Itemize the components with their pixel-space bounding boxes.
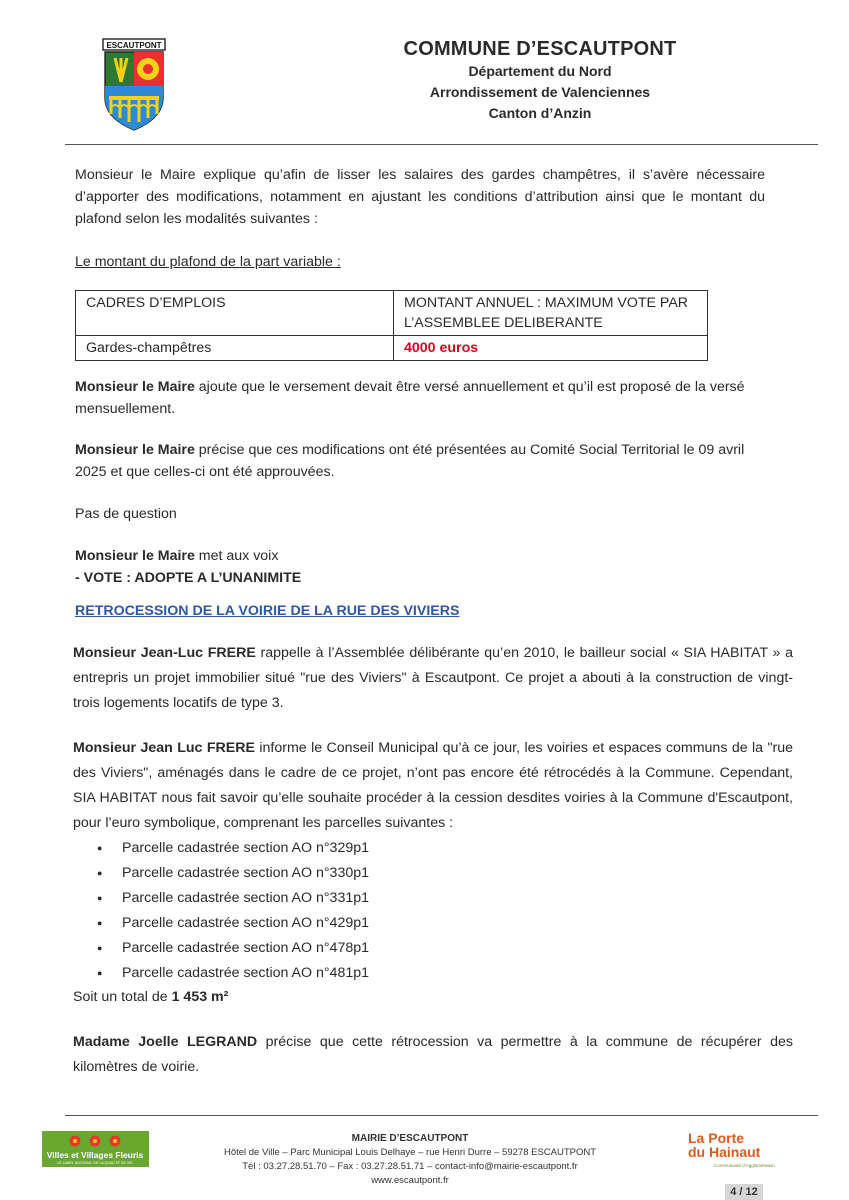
villes-villages-fleuris-logo <box>42 1131 149 1167</box>
porte-line1: La Porte <box>688 1130 745 1146</box>
total-value: 1 453 m² <box>171 989 229 1005</box>
page-number: 4 / 12 <box>725 1184 763 1200</box>
versement-paragraph <box>75 376 765 420</box>
table-row <box>76 336 708 361</box>
crest-label: ESCAUTPONT <box>106 41 162 50</box>
plafond-heading: Le montant du plafond de la part variable : <box>75 254 341 270</box>
villes-sublabel: LE LABEL NATIONAL DE LA QUALITÉ DE VIE <box>57 1161 133 1165</box>
table-header-cadres: CADRES D’EMPLOIS <box>76 291 394 336</box>
speaker-name: Madame Joelle LEGRAND <box>73 1034 258 1050</box>
speaker-name: Monsieur le Maire <box>75 548 195 564</box>
parcelles-list <box>73 836 369 986</box>
plafond-table <box>75 290 708 361</box>
footer-address: Hôtel de Ville – Parc Municipal Louis Delhaye – rue Henri Durre – 59278 ESCAUTPONT <box>223 1147 597 1158</box>
header-divider <box>65 144 818 145</box>
paragraph-text: précise que cette rétrocession va permettre à la commune de récupérer des kilomètres de voirie. <box>73 1034 793 1075</box>
department-line: Département du Nord <box>468 63 612 79</box>
porte-du-hainaut-logo <box>686 1129 786 1174</box>
list-item: ● Parcelle cadastrée section AO n°478p1 <box>73 936 369 961</box>
arrondissement-line: Arrondissement de Valenciennes <box>429 84 651 100</box>
table-header-montant: MONTANT ANNUEL : MAXIMUM VOTE PAR L’ASSEMBLEE DELIBERANTE <box>394 291 708 336</box>
list-item: ● Parcelle cadastrée section AO n°429p1 <box>73 911 369 936</box>
total-text: Soit un total de <box>73 989 172 1005</box>
no-question-text: Pas de question <box>75 506 177 522</box>
speaker-name: Monsieur Jean Luc FRERE <box>73 740 255 756</box>
paragraph-text: ajoute que le versement devait être versé annuellement et qu’il est proposé de la versé mensuellement. <box>75 379 745 417</box>
footer-website: www.escautpont.fr <box>371 1175 449 1186</box>
section-title: RETROCESSION DE LA VOIRIE DE LA RUE DES VIVIERS <box>75 603 460 619</box>
canton-line: Canton d’Anzin <box>488 105 592 121</box>
footer-divider <box>65 1115 818 1116</box>
intro-paragraph: Monsieur le Maire explique qu’afin de lisser les salaires des gardes champêtres, il s’avère nécessaire d’apporter des modifications, notamment en ajustant les conditions d’attribution ainsi que le montant du plafond selon les modalités suivantes : <box>75 167 765 227</box>
porte-sub: Communauté d’Agglomération <box>714 1163 775 1168</box>
table-header-row <box>76 291 708 336</box>
footer-contact: Tél : 03.27.28.51.70 – Fax : 03.27.28.51.71 – contact-info@mairie-escautpont.fr <box>242 1161 578 1172</box>
paragraph-text: précise que ces modifications ont été présentées au Comité Social Territorial le 09 avril 2025 et que celles-ci ont été approuvées. <box>75 442 745 480</box>
frere-paragraph-2 <box>73 736 793 836</box>
footer-mairie: MAIRIE D’ESCAUTPONT <box>351 1133 469 1144</box>
vote-block <box>75 545 765 589</box>
vote-text: met aux voix <box>194 548 279 564</box>
list-item: ● Parcelle cadastrée section AO n°329p1 <box>73 836 369 861</box>
list-item: ● Parcelle cadastrée section AO n°331p1 <box>73 886 369 911</box>
footer-address-block <box>200 1132 620 1188</box>
legrand-paragraph <box>73 1030 793 1080</box>
header <box>340 38 740 124</box>
total-line <box>73 985 793 1010</box>
list-item: ● Parcelle cadastrée section AO n°481p1 <box>73 961 369 986</box>
frere-paragraph-1 <box>73 641 793 716</box>
escautpont-crest-logo <box>101 38 167 132</box>
list-item: ● Parcelle cadastrée section AO n°330p1 <box>73 861 369 886</box>
commune-title: COMMUNE D’ESCAUTPONT <box>403 38 677 60</box>
porte-line2: du Hainaut <box>688 1144 761 1160</box>
paragraph-text: informe le Conseil Municipal qu’à ce jour, les voiries et espaces communs de la "rue des Viviers", aménagés dans le cadre de ce projet, n’ont pas encore été rétrocédés à la Commune. Cependant, SIA HABITAT nous fait savoir qu’elle souhaite procéder à la cession desdites voiries à la Commune d'Escautpont, pour l’euro symbolique, comprenant les parcelles suivantes : <box>73 740 794 831</box>
table-cell-amount: 4000 euros <box>394 336 708 361</box>
speaker-name: Monsieur le Maire <box>75 442 195 458</box>
table-cell-gardes: Gardes-champêtres <box>76 336 394 361</box>
paragraph-text: rappelle à l’Assemblée délibérante qu’en 2010, le bailleur social « SIA HABITAT » a entrepris un projet immobilier situé "rue des Viviers" à Escautpont. Ce projet a abouti à la construction de vingt-trois logements locatifs de type 3. <box>73 645 793 711</box>
speaker-name: Monsieur le Maire <box>75 379 195 395</box>
villes-label: Villes et Villages Fleuris <box>46 1150 144 1160</box>
comite-paragraph <box>75 439 765 483</box>
speaker-name: Monsieur Jean-Luc FRERE <box>73 645 256 661</box>
vote-result: - VOTE : ADOPTE A L’UNANIMITE <box>75 570 302 586</box>
